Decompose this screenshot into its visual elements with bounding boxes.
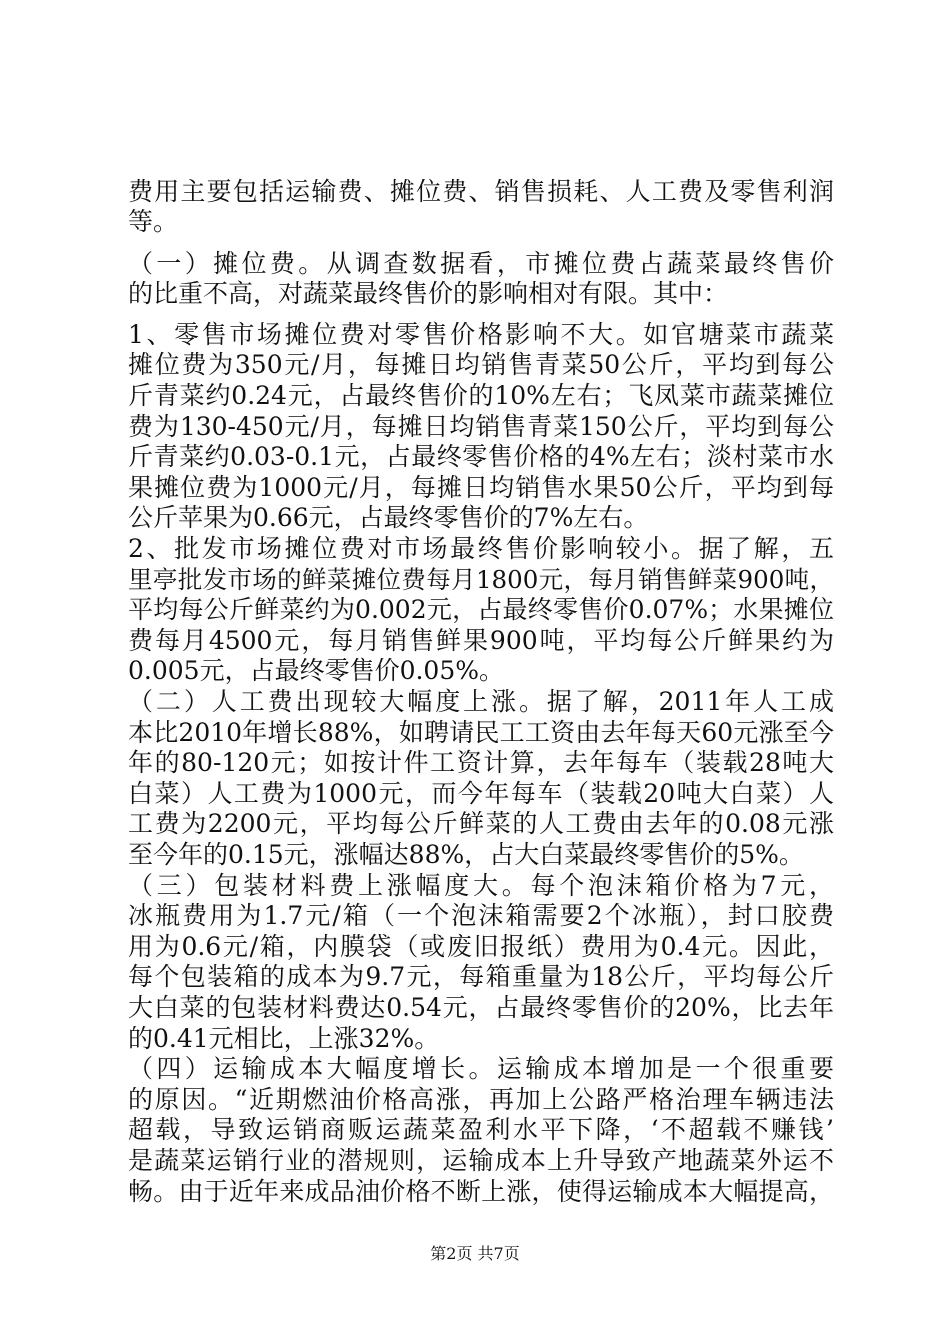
text-line: 公斤苹果为0.66元，占最终零售价的7%左右。 (128, 503, 649, 532)
text-line: 里亭批发市场的鲜菜摊位费每月1800元，每月销售鲜菜900吨， (128, 565, 834, 594)
text-line: （一）摊位费。从调查数据看，市摊位费占蔬菜最终售价 (128, 249, 834, 278)
text-line: 果摊位费为1000元/月，每摊日均销售水果50公斤，平均到每 (128, 473, 834, 502)
text-line: 本比2010年增长88%，如聘请民工工资由去年每天60元涨至今 (128, 718, 834, 747)
text-line: 年的80-120元；如按计件工资计算，去年每车（装载28吨大 (128, 748, 834, 777)
text-line: 费为130-450元/月，每摊日均销售青菜150公斤，平均到每公 (128, 412, 834, 441)
text-line: （四）运输成本大幅度增长。运输成本增加是一个很重要 (128, 1054, 834, 1083)
text-line: 至今年的0.15元，涨幅达88%，占大白菜最终零售价的5%。 (128, 840, 804, 869)
text-line: 1、零售市场摊位费对零售价格影响不大。如官塘菜市蔬菜 (128, 320, 834, 349)
text-line: 每个包装箱的成本为9.7元，每箱重量为18公斤，平均每公斤 (128, 962, 834, 991)
text-line: 斤青菜约0.03-0.1元，占最终零售价格的4%左右；淡村菜市水 (128, 442, 834, 471)
text-line: 用为0.6元/箱，内膜袋（或废旧报纸）费用为0.4元。因此， (128, 932, 834, 961)
text-line: 等。 (128, 207, 179, 236)
text-line: 斤青菜约0.24元，占最终售价的10%左右；飞凤菜市蔬菜摊位 (128, 381, 834, 410)
text-line: 的0.41元相比，上涨32%。 (128, 1024, 440, 1053)
text-line: 大白菜的包装材料费达0.54元，占最终零售价的20%，比去年 (128, 993, 834, 1022)
text-line: 是蔬菜运销行业的潜规则，运输成本上升导致产地蔬菜外运不 (128, 1146, 834, 1175)
text-line: 畅。由于近年来成品油价格不断上涨，使得运输成本大幅提高， (128, 1177, 834, 1206)
text-line: 0.005元，占最终零售价0.05%。 (128, 656, 504, 685)
text-line: 费每月4500元，每月销售鲜果900吨，平均每公斤鲜果约为 (128, 626, 834, 655)
text-line: 平均每公斤鲜菜约为0.002元，占最终零售价0.07%；水果摊位 (128, 595, 834, 624)
text-line: 费用主要包括运输费、摊位费、销售损耗、人工费及零售利润 (128, 177, 834, 206)
page-footer: 第2页 共7页 (430, 1244, 520, 1263)
text-line: 的原因。“近期燃油价格高涨，再加上公路严格治理车辆违法 (128, 1085, 834, 1114)
text-line: 工费为2200元，平均每公斤鲜菜的人工费由去年的0.08元涨 (128, 809, 834, 838)
text-line: 摊位费为350元/月，每摊日均销售青菜50公斤，平均到每公 (128, 350, 834, 379)
text-line: （二）人工费出现较大幅度上涨。据了解，2011年人工成 (128, 687, 834, 716)
text-line: 超载，导致运销商贩运蔬菜盈利水平下降，‘不超载不赚钱’ (128, 1115, 834, 1144)
text-line: 白菜）人工费为1000元，而今年每车（装载20吨大白菜）人 (128, 779, 834, 808)
text-line: 2、批发市场摊位费对市场最终售价影响较小。据了解，五 (128, 534, 834, 563)
text-line: 的比重不高，对蔬菜最终售价的影响相对有限。其中： (128, 279, 729, 308)
text-line: 冰瓶费用为1.7元/箱（一个泡沫箱需要2个冰瓶），封口胶费 (128, 901, 834, 930)
text-line: （三）包装材料费上涨幅度大。每个泡沫箱价格为7元， (128, 871, 834, 900)
